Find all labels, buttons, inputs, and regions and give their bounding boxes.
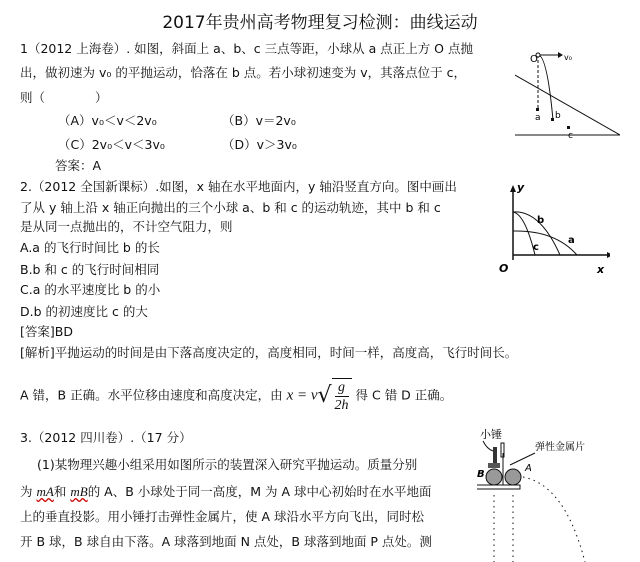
- q2-formula-line: A 错，B 正确。水平位移由速度和高度决定，由 x = v√ $\frac{g}{2h}$ 得 C 错 D 正确。: [20, 380, 453, 413]
- q2-option-a: A.a 的飞行时间比 b 的长: [20, 240, 160, 255]
- q1-fig-label-c: c: [568, 131, 573, 140]
- page-title: 2017年贵州高考物理复习检测：曲线运动: [162, 13, 478, 33]
- q1-fig-label-o: O: [530, 54, 538, 65]
- q3-fig-label-hammer: 小锤: [480, 428, 502, 441]
- q3-text-rest: 的 A、B 小球处于同一高度，M 为 A 球中心初始时在水平地面: [87, 484, 432, 499]
- q3-fig-label-b: B: [477, 469, 485, 480]
- q2-text-line2: 了从 y 轴上沿 x 轴正向抛出的三个小球 a、b 和 c 的运动轨迹，其中 b 和 c: [20, 200, 441, 215]
- q3-text-line2: (1)某物理兴趣小组采用如图所示的装置深入研究平抛运动。质量分别: [37, 457, 418, 472]
- q1-fig-label-v0: v₀: [564, 53, 572, 62]
- q1-answer: 答案：A: [55, 158, 102, 173]
- q2-option-d: D.b 的初速度比 c 的大: [20, 304, 148, 319]
- q2-text-line3: 是从同一点抛出的，不计空气阻力，则: [20, 219, 233, 234]
- q1-option-c: （C）2v₀＜v＜3v₀: [58, 137, 165, 152]
- q2-fig-label-b: b: [537, 215, 545, 226]
- q1-text-line3: 则（ ）: [20, 90, 108, 105]
- q2-formula-num: g: [335, 379, 349, 397]
- q2-formula-fraction: [332, 378, 352, 414]
- q2-fig-label-c: c: [533, 242, 539, 253]
- q2-fig-label-y: y: [517, 181, 525, 194]
- q2-fig-label-a: a: [568, 235, 575, 246]
- q3-text-and: 和: [53, 484, 67, 499]
- q2-formula-pre: A 错，B 正确。水平位移由速度和高度决定，由: [20, 387, 283, 403]
- q1-fig-label-a: a: [535, 113, 541, 123]
- q1-option-d: （D）v＞3v₀: [222, 137, 297, 152]
- q3-mass-a: mA: [36, 484, 54, 499]
- q1-option-b: （B）v＝2v₀: [222, 113, 296, 128]
- q2-text-line1: 2.（2012 全国新课标）.如图，x 轴在水平地面内，y 轴沿竖直方向。图中画出: [20, 179, 457, 194]
- q1-text-line1: 1（2012 上海卷）. 如图，斜面上 a、b、c 三点等距，小球从 a 点正上方 O 点抛: [20, 41, 473, 56]
- q3-heading: 3.（2012 四川卷）.（17 分）: [20, 430, 192, 445]
- q3-text-line4: 上的垂直投影。用小锤打击弹性金属片，使 A 球沿水平方向飞出，同时松: [20, 509, 424, 524]
- q3-apparatus-figure: [475, 425, 605, 562]
- q2-formula-post: 得 C 错 D 正确。: [355, 387, 453, 403]
- q2-answer: [答案]BD: [20, 324, 73, 339]
- q2-fig-label-x: x: [597, 263, 605, 276]
- q3-mass-b: mB: [70, 484, 88, 499]
- q3-fig-label-plate: 弹性金属片: [535, 442, 585, 453]
- q3-text-line5: 开 B 球，B 球自由下落。A 球落到地面 N 点处，B 球落到地面 P 点处。测: [20, 534, 432, 549]
- q1-option-a: （A）v₀＜v＜2v₀: [58, 113, 157, 128]
- q2-option-b: B.b 和 c 的飞行时间相同: [20, 262, 160, 277]
- q1-slope-figure: [515, 50, 620, 140]
- q1-text-line2: 出，做初速为 v₀ 的平抛运动，恰落在 b 点。若小球初速变为 v，其落点位于 c，: [20, 65, 466, 80]
- q2-formula-lhs: x = v: [286, 387, 318, 404]
- q3-text-for: 为: [20, 484, 33, 499]
- q2-trajectory-figure: [495, 180, 610, 280]
- q2-option-c: C.a 的水平速度比 b 的小: [20, 282, 161, 297]
- q3-text-line3: [20, 484, 432, 500]
- q2-fig-label-o: O: [499, 262, 509, 275]
- q3-fig-label-a: A: [525, 463, 532, 474]
- q1-fig-label-b: b: [555, 111, 561, 121]
- q2-formula-den: 2h: [334, 398, 349, 413]
- q2-analysis: [解析]平抛运动的时间是由下落高度决定的，高度相同，时间一样，高度高，飞行时间长。: [20, 345, 518, 360]
